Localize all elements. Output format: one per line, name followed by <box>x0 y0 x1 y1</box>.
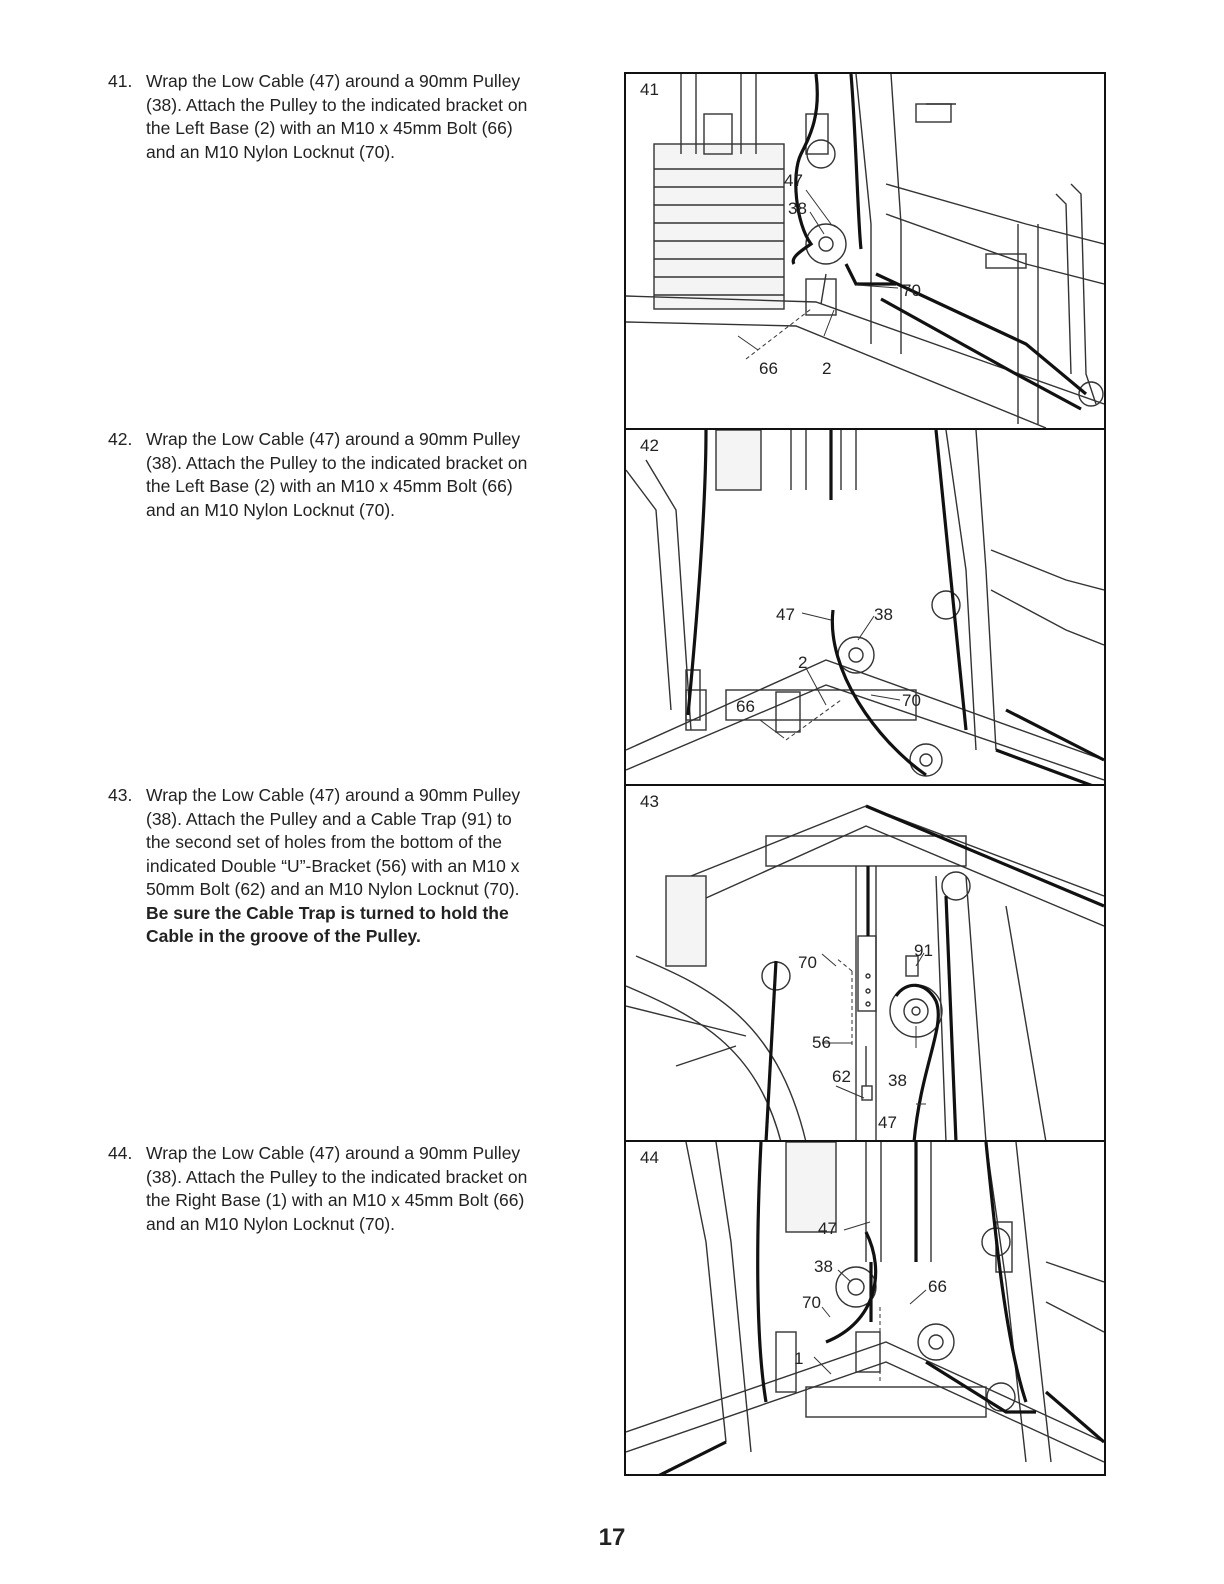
figure-label: 43 <box>640 792 659 811</box>
step-line: the Left Base (2) with an M10 x 45mm Bolt (66) <box>146 118 513 138</box>
figure-label: 42 <box>640 436 659 455</box>
callout: 70 <box>902 281 921 300</box>
figure-column <box>624 72 1106 1476</box>
callout: 38 <box>888 1071 907 1090</box>
step-number: 41. <box>108 71 133 91</box>
step-line: and an M10 Nylon Locknut (70). <box>146 499 396 520</box>
callout: 47 <box>818 1219 837 1238</box>
step-line: (38). Attach the Pulley to the indicated bracket on <box>146 452 528 473</box>
step-line: and an M10 Nylon Locknut (70). <box>146 141 396 162</box>
step-line: (38). Attach the Pulley to the indicated bracket on <box>146 94 528 115</box>
callout: 70 <box>802 1293 821 1312</box>
callout: 66 <box>759 359 778 378</box>
step-line: 50mm Bolt (62) and an M10 Nylon Locknut (70). <box>146 879 520 899</box>
callout: 56 <box>812 1033 831 1052</box>
callout: 2 <box>798 653 808 672</box>
figure-44-drawing <box>626 1142 1104 1476</box>
step-number: 43. <box>108 785 133 805</box>
callout: 62 <box>832 1067 851 1086</box>
callout: 91 <box>914 941 933 960</box>
step-line: and an M10 Nylon Locknut (70). <box>146 1213 396 1234</box>
callout: 38 <box>814 1257 833 1276</box>
step-43 <box>108 784 588 949</box>
figure-43 <box>626 784 1104 1142</box>
step-41 <box>108 70 588 164</box>
figure-41 <box>626 74 1104 428</box>
step-line: Wrap the Low Cable (47) around a 90mm Pulley <box>146 785 521 805</box>
figure-41-drawing <box>626 74 1104 428</box>
figure-label: 41 <box>640 80 659 99</box>
callout: 47 <box>784 171 803 190</box>
step-line: indicated Double “U”-Bracket (56) with an M10 x <box>146 855 520 876</box>
step-line: Wrap the Low Cable (47) around a 90mm Pulley <box>146 429 521 449</box>
callout: 2 <box>822 359 832 378</box>
step-line: Wrap the Low Cable (47) around a 90mm Pulley <box>146 71 521 91</box>
callout: 38 <box>788 199 807 218</box>
figure-label: 44 <box>640 1148 659 1167</box>
step-line: the second set of holes from the bottom of the <box>146 832 503 852</box>
step-line: Wrap the Low Cable (47) around a 90mm Pulley <box>146 1143 521 1163</box>
figure-44 <box>626 1140 1104 1476</box>
callout: 47 <box>776 605 795 624</box>
callout: 1 <box>794 1349 804 1368</box>
callout: 66 <box>928 1277 947 1296</box>
figure-42-drawing <box>626 430 1104 786</box>
figure-42 <box>626 428 1104 786</box>
callout: 70 <box>902 691 921 710</box>
step-line: the Left Base (2) with an M10 x 45mm Bolt (66) <box>146 476 513 496</box>
step-line: (38). Attach the Pulley to the indicated bracket on <box>146 1166 528 1187</box>
step-line: the Right Base (1) with an M10 x 45mm Bolt (66) <box>146 1190 525 1210</box>
step-number: 44. <box>108 1143 133 1163</box>
step-warning: Cable in the groove of the Pulley. <box>146 926 421 946</box>
step-number: 42. <box>108 429 133 449</box>
page-number: 17 <box>598 1524 626 1551</box>
figure-43-drawing <box>626 786 1104 1142</box>
callout: 38 <box>874 605 893 624</box>
step-44 <box>108 1142 588 1236</box>
step-warning: Be sure the Cable Trap is turned to hold the <box>146 902 509 923</box>
callout: 70 <box>798 953 817 972</box>
callout: 66 <box>736 697 755 716</box>
step-line: (38). Attach the Pulley and a Cable Trap (91) to <box>146 808 512 829</box>
step-42 <box>108 428 588 522</box>
callout: 47 <box>878 1113 897 1132</box>
